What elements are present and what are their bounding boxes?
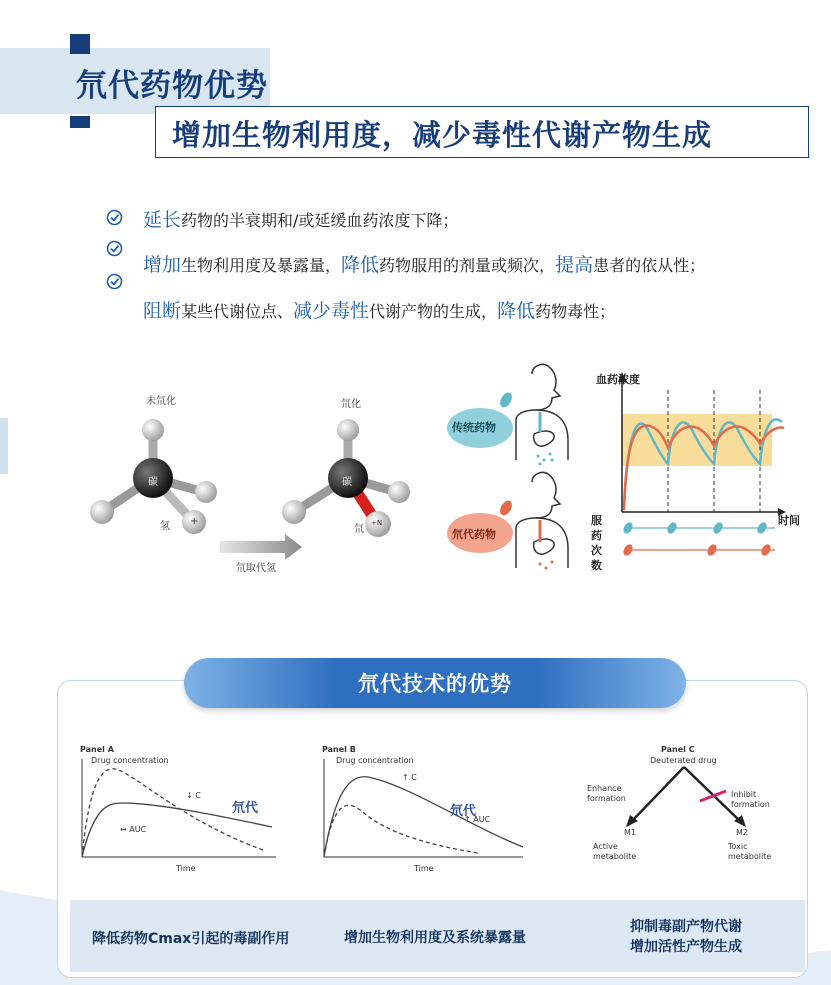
human-figure-top [516,364,568,460]
panel-c-inhibit-line: Inhibit [731,790,757,799]
human-figure-bottom [516,472,568,568]
bullet-1 [143,205,458,232]
deuterated-drug-label: 氘代药物 [452,528,496,541]
dose-count-label [591,513,603,573]
section-title: 氘代技术的优势 [358,672,512,696]
inhibit-mark [700,791,726,801]
bullet-2-part: 降低 [341,254,380,276]
panel-a-title: Panel A [80,745,114,754]
panel-a-caption: 降低药物Cmax引起的毒副作用 [92,931,290,947]
panel-c-top-label: Deuterated drug [650,756,717,765]
panel-c-path-left [632,767,684,821]
panel-c-m2: M2 [736,828,748,837]
panel-c-m2-desc [728,842,771,862]
bullet-2-part: 增加 [143,254,182,276]
bullet-3 [143,296,615,323]
bullet-1-part: 延长 [143,209,182,231]
deuterated-label: 氘化 [341,399,361,410]
bullet-1-part: 药物的半衰期和/或延缓血药浓度下降； [181,211,459,230]
panel-c-m1-line: Active [593,842,618,851]
panel-c-title: Panel C [661,745,695,754]
carbon-label: 碳 [342,477,352,488]
hydrogen-atom [195,481,217,503]
check-circle-icon [106,209,123,226]
bullet-3-part: 代谢产物的生成， [369,302,498,321]
panel-c-m2-line: metabolite [728,852,772,861]
dose-count-char: 数 [591,559,602,572]
panel-a-ylabel: Drug concentration [91,756,169,765]
hydrogen-atom [282,500,306,524]
panel-a-xlabel: Time [176,864,196,873]
molecule-illustration [80,380,420,580]
deuterium-sign: +N [371,519,383,527]
substitution-label: 氘取代氢 [236,563,276,574]
hydrogen-atom [142,419,164,441]
header-accent-bottom [70,116,90,128]
panel-b-caption: 增加生物利用度及系统暴露量 [344,930,526,946]
panel-c-m2-line: Toxic [728,842,748,851]
panel-b-auc-annotation: ↑ AUC [464,815,491,824]
bullet-2-part: 提高 [555,254,594,276]
panel-b-deuterated-curve [324,777,523,857]
panel-c-caption-line: 抑制毒副产物代谢 [630,919,742,935]
panel-c-caption [630,917,742,957]
undeuterated-label: 未氘化 [146,396,176,407]
header-accent-top [70,34,90,54]
panel-c-inhibit-line: formation [731,800,770,809]
panel-b-cn-label: 氘代 [450,804,477,819]
panel-c-m1-line: metabolite [593,852,637,861]
pill-icon [498,391,515,410]
bullet-3-part: 药物毒性； [535,302,616,321]
hydrogen-atom [90,500,114,524]
panel-a-cn-label: 氘代 [232,801,259,816]
hydrogen-atom [337,419,359,441]
bullet-3-part: 某些代谢位点、 [181,302,294,321]
panel-c-m1: M1 [624,828,636,837]
panel-c-enhance-label [587,784,626,804]
bullet-3-part: 减少毒性 [293,300,370,322]
check-circle-icon [106,240,123,257]
bullet-2-part: 药物服用的剂量或频次， [379,256,556,275]
panel-b-xlabel: Time [414,864,434,873]
dose-count-char: 服 [591,514,602,527]
panel-c-enhance-line: formation [587,794,626,803]
y-axis-label: 血药浓度 [596,373,640,386]
hydrogen-label: 氢 [160,521,170,532]
bullet-2-part: 患者的依从性； [593,256,706,275]
bullet-2 [143,250,705,277]
check-circle-icon [106,273,123,290]
plus-sign: + [190,516,199,527]
panel-b-ylabel: Drug concentration [336,756,414,765]
panel-a-auc-annotation: ↔ AUC [120,825,147,834]
panel-c-inhibit-label [731,790,770,810]
pill-icon [498,499,515,518]
dose-count-char: 次 [591,544,602,557]
page-title: 氘代药物优势 [76,68,268,104]
panel-c-enhance-line: Enhance [587,784,622,793]
bullet-2-part: 生物利用度及暴露量， [181,256,342,275]
x-axis-label: 时间 [778,514,800,527]
carbon-label: 碳 [148,477,158,488]
panel-b-cmax-annotation: ↑ C [402,773,417,782]
pk-illustration [440,360,820,580]
deuterated-dots [539,561,554,570]
panel-a-cmax-annotation: ↓ C [186,791,201,800]
edge-marker [0,418,8,474]
panel-c-m1-desc [593,842,636,862]
bullet-3-part: 阻断 [143,300,182,322]
deuterium-label: 氘 [354,524,364,535]
panel-c-caption-line: 增加活性产物生成 [630,939,742,955]
hydrogen-atom [388,481,410,503]
traditional-drug-label: 传统药物 [452,421,496,434]
bullet-3-part: 降低 [497,300,536,322]
dose-count-char: 药 [591,529,602,542]
page-subtitle: 增加生物利用度，减少毒性代谢产物生成 [172,118,713,152]
substitution-arrow [220,534,302,560]
panel-b-title: Panel B [322,745,356,754]
traditional-dots [537,453,554,466]
